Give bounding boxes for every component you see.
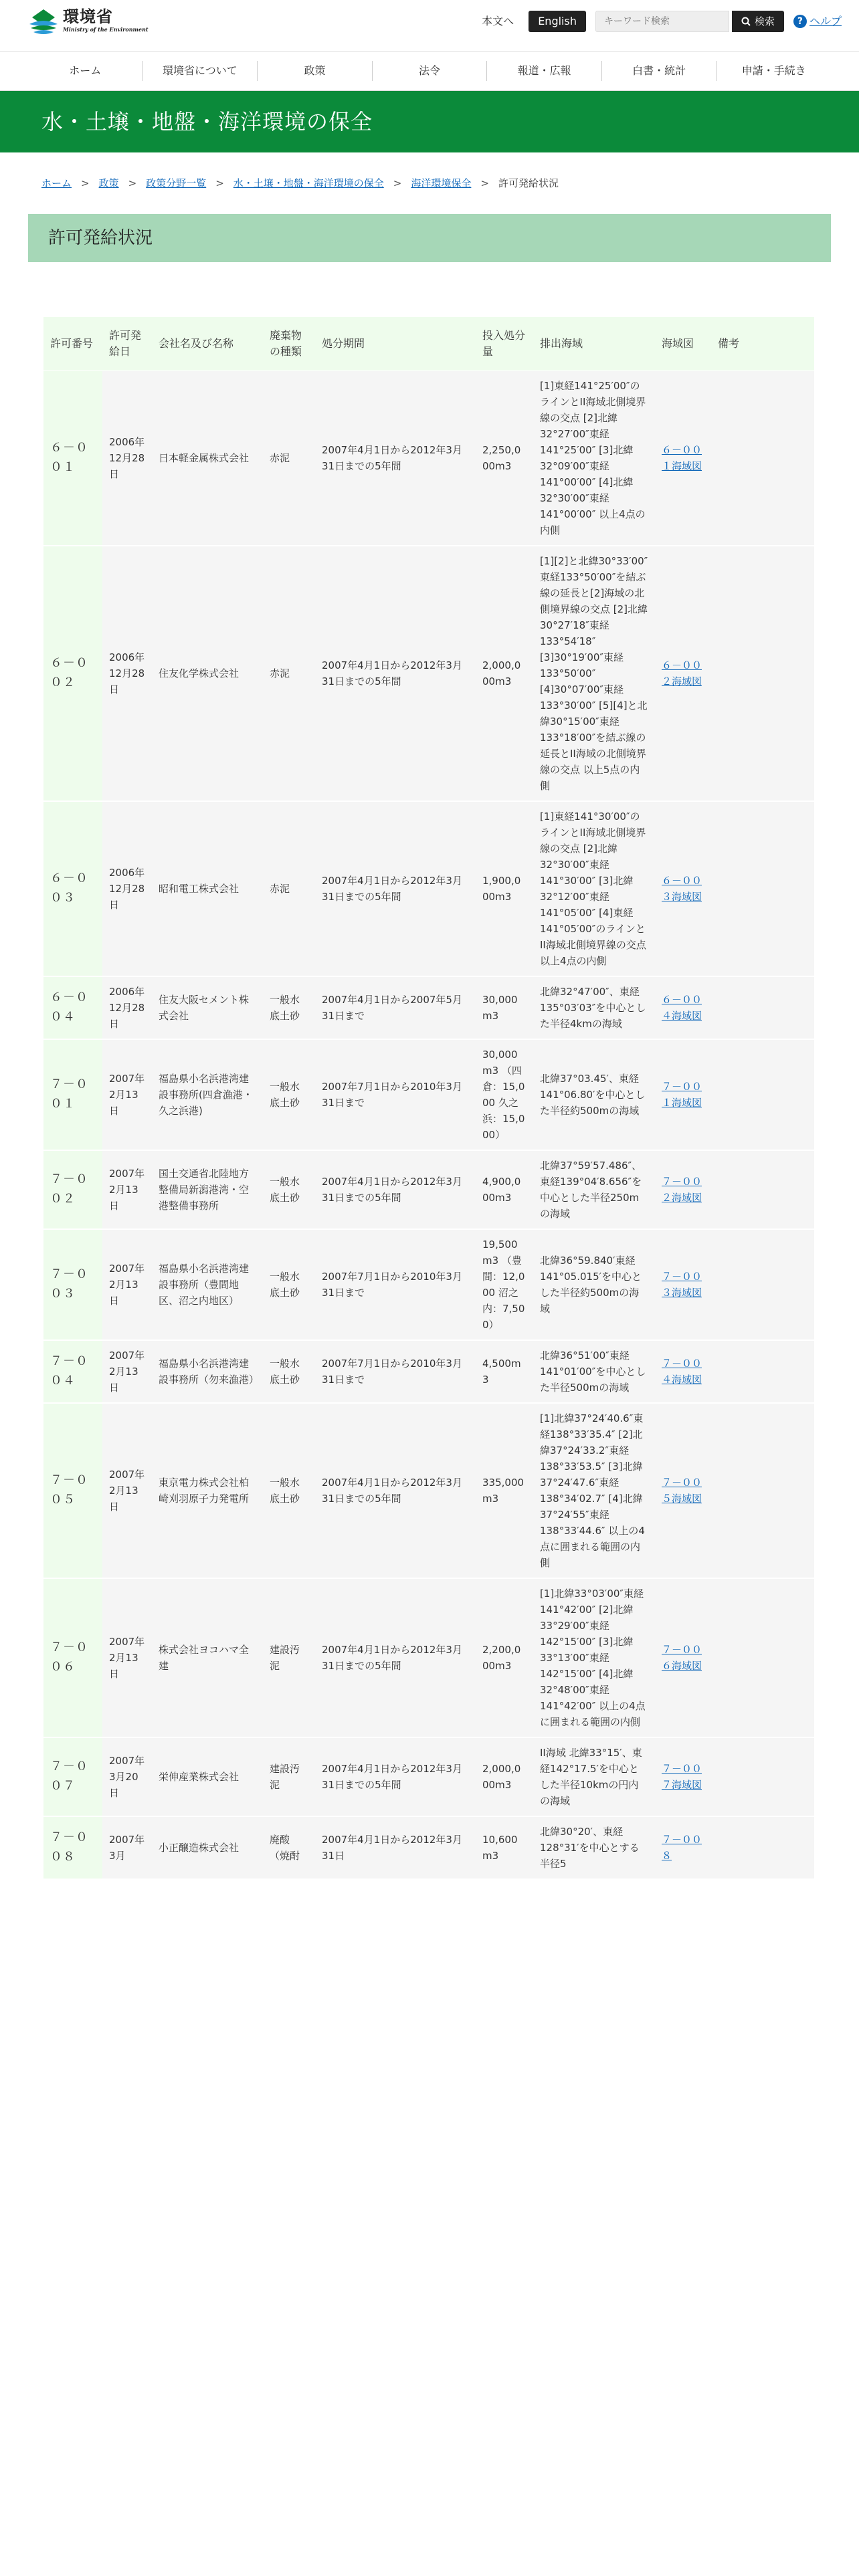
cell-permit-no: ７－００４ <box>43 1340 102 1403</box>
th-map: 海域図 <box>655 317 711 371</box>
table-row <box>43 371 814 546</box>
cell-note <box>711 1039 814 1150</box>
cell-waste-type: 赤泥 <box>263 801 315 976</box>
cell-company: 東京電力株式会社柏崎刈羽原子力発電所 <box>152 1403 263 1578</box>
nav-item-application[interactable]: 申請・手続き <box>716 61 831 81</box>
search-icon <box>741 17 751 26</box>
table-row <box>43 546 814 801</box>
cell-issue-date: 2006年12月28日 <box>102 546 152 801</box>
cell-amount: 2,000,000m3 <box>476 546 533 801</box>
table-row <box>43 1816 814 1879</box>
cell-amount: 1,900,000m3 <box>476 801 533 976</box>
cell-amount: 10,600m3 <box>476 1816 533 1879</box>
cell-period: 2007年4月1日から2012年3月31日までの5年間 <box>315 546 476 801</box>
cell-map <box>655 1403 711 1578</box>
cell-amount: 4,900,000m3 <box>476 1150 533 1229</box>
cell-note <box>711 1340 814 1403</box>
cell-company: 住友大阪セメント株式会社 <box>152 976 263 1039</box>
cell-issue-date: 2007年2月13日 <box>102 1340 152 1403</box>
table-row <box>43 976 814 1039</box>
cell-company: 日本軽金属株式会社 <box>152 371 263 546</box>
cell-note <box>711 1229 814 1340</box>
cell-waste-type: 一般水底土砂 <box>263 976 315 1039</box>
map-link[interactable]: ７－００６海域図 <box>662 1644 702 1672</box>
logo-subtitle: Ministry of the Environment <box>63 26 149 33</box>
table-row <box>43 801 814 976</box>
help-label[interactable]: ヘルプ <box>809 15 842 27</box>
cell-map <box>655 1578 711 1737</box>
cell-issue-date: 2007年2月13日 <box>102 1039 152 1150</box>
cell-permit-no: ６－００３ <box>43 801 102 976</box>
cell-map <box>655 1150 711 1229</box>
cell-area: [1]東経141°25′00″のラインとII海域北側境界線の交点 [2]北緯32°27′00″東経141°25′00″ [3]北緯32°09′00″東経141°00′00″ [4]北緯32°30′00″東経141°00′00″ 以上4点の内側 <box>533 371 655 546</box>
cell-waste-type: 一般水底土砂 <box>263 1403 315 1578</box>
cell-note <box>711 1578 814 1737</box>
cell-area: [1]北緯33°03′00″東経141°42′00″ [2]北緯33°29′00″東経142°15′00″ [3]北緯33°13′00″東経142°15′00″ [4]北緯32°48′00″東経141°42′00″ 以上の4点に囲まれる範囲の内側 <box>533 1578 655 1737</box>
breadcrumb-water-env[interactable]: 水・土壌・地盤・海洋環境の保全 <box>233 177 384 189</box>
cell-note <box>711 976 814 1039</box>
breadcrumb-home[interactable]: ホーム <box>41 177 72 189</box>
cell-area: 北緯36°51′00″東経141°01′00″を中心とした半径500mの海域 <box>533 1340 655 1403</box>
cell-map <box>655 371 711 546</box>
site-logo[interactable] <box>27 8 149 39</box>
map-link[interactable]: ６－００２海域図 <box>662 659 702 687</box>
cell-permit-no: ７－００５ <box>43 1403 102 1578</box>
cell-amount: 19,500m3 （豊間：12,000 沼之内：7,500） <box>476 1229 533 1340</box>
cell-area: 北緯30°20′、東経128°31′を中心とする半径5 <box>533 1816 655 1879</box>
cell-issue-date: 2006年12月28日 <box>102 371 152 546</box>
cell-issue-date: 2006年12月28日 <box>102 976 152 1039</box>
cell-company: 福島県小名浜港湾建設事務所（豊間地区、沼之内地区） <box>152 1229 263 1340</box>
nav-item-press[interactable]: 報道・広報 <box>486 61 601 81</box>
cell-area: [1]東経141°30′00″のラインとII海域北側境界線の交点 [2]北緯32°30′00″東経141°30′00″ [3]北緯32°12′00″東経141°05′00″ [4]東経141°05′00″のラインとII海域北側境界線の交点 以上4点の内側 <box>533 801 655 976</box>
cell-permit-no: ７－００８ <box>43 1816 102 1879</box>
cell-period: 2007年4月1日から2012年3月31日 <box>315 1816 476 1879</box>
map-link[interactable]: ７－００２海域図 <box>662 1176 702 1204</box>
th-note: 備考 <box>711 317 814 371</box>
cell-amount: 30,000m3 （四倉：15,000 久之浜：15,000） <box>476 1039 533 1150</box>
cell-period: 2007年4月1日から2012年3月31日までの5年間 <box>315 1403 476 1578</box>
th-area: 排出海域 <box>533 317 655 371</box>
cell-waste-type: 建設汚泥 <box>263 1578 315 1737</box>
map-link[interactable]: ６－００４海域図 <box>662 994 702 1022</box>
table-row <box>43 1403 814 1578</box>
cell-company: 福島県小名浜港湾建設事務所(四倉漁港・久之浜港) <box>152 1039 263 1150</box>
cell-issue-date: 2007年2月13日 <box>102 1578 152 1737</box>
cell-company: 住友化学株式会社 <box>152 546 263 801</box>
permit-table-wrapper <box>43 317 814 1880</box>
th-permit-no: 許可番号 <box>43 317 102 371</box>
cell-company: 福島県小名浜港湾建設事務所（勿来漁港） <box>152 1340 263 1403</box>
cell-issue-date: 2007年3月20日 <box>102 1737 152 1816</box>
table-row <box>43 1039 814 1150</box>
map-link[interactable]: ７－００１海域図 <box>662 1081 702 1109</box>
cell-waste-type: 赤泥 <box>263 546 315 801</box>
table-row <box>43 1150 814 1229</box>
cell-waste-type: 赤泥 <box>263 371 315 546</box>
cell-note <box>711 371 814 546</box>
map-link[interactable]: ７－００５海域図 <box>662 1477 702 1505</box>
cell-map <box>655 1816 711 1879</box>
cell-amount: 335,000m3 <box>476 1403 533 1578</box>
cell-issue-date: 2007年2月13日 <box>102 1403 152 1578</box>
cell-period: 2007年4月1日から2012年3月31日までの5年間 <box>315 801 476 976</box>
help-link[interactable] <box>793 13 842 29</box>
cell-period: 2007年4月1日から2012年3月31日までの5年間 <box>315 1737 476 1816</box>
global-nav <box>0 51 859 91</box>
header-tools <box>482 11 842 32</box>
cell-area: [1]北緯37°24′40.6″東経138°33′35.4″ [2]北緯37°24′33.2″東経138°33′53.5″ [3]北緯37°24′47.6″東経138°34′02.7″ [4]北緯37°24′55″東経138°33′44.6″ 以上の4点に囲まれる範囲の内側 <box>533 1403 655 1578</box>
table-header-row <box>43 317 814 371</box>
site-header <box>0 0 859 51</box>
cell-issue-date: 2007年3月 <box>102 1816 152 1879</box>
cell-amount: 2,200,000m3 <box>476 1578 533 1737</box>
cell-company: 昭和電工株式会社 <box>152 801 263 976</box>
cell-waste-type: 一般水底土砂 <box>263 1340 315 1403</box>
cell-note <box>711 546 814 801</box>
nav-item-about[interactable]: 環境省について <box>142 61 258 81</box>
cell-area: 北緯36°59.840′東経141°05.015′を中心とした半径約500mの海域 <box>533 1229 655 1340</box>
breadcrumb-policy[interactable]: 政策 <box>98 177 119 189</box>
nav-item-law[interactable]: 法令 <box>372 61 487 81</box>
cell-area: II海域 北緯33°15′、東経142°17.5′を中心とした半径10kmの円内の海域 <box>533 1737 655 1816</box>
cell-permit-no: ７－００２ <box>43 1150 102 1229</box>
map-link[interactable]: ６－００３海域図 <box>662 875 702 903</box>
cell-permit-no: ７－００１ <box>43 1039 102 1150</box>
cell-area: 北緯32°47′00″、東経135°03′03″を中心とした半径4kmの海域 <box>533 976 655 1039</box>
cell-period: 2007年4月1日から2007年5月31日まで <box>315 976 476 1039</box>
th-amount: 投入処分量 <box>476 317 533 371</box>
cell-map <box>655 976 711 1039</box>
breadcrumb-policy-list[interactable]: 政策分野一覧 <box>146 177 207 189</box>
cell-permit-no: ７－００７ <box>43 1737 102 1816</box>
cell-permit-no: ７－００３ <box>43 1229 102 1340</box>
th-company: 会社名及び名称 <box>152 317 263 371</box>
cell-issue-date: 2007年2月13日 <box>102 1150 152 1229</box>
cell-waste-type: 廃酸（焼酎 <box>263 1816 315 1879</box>
cell-permit-no: ６－００１ <box>43 371 102 546</box>
cell-period: 2007年7月1日から2010年3月31日まで <box>315 1340 476 1403</box>
cell-amount: 4,500m3 <box>476 1340 533 1403</box>
search-button-label: 検索 <box>754 15 775 27</box>
cell-area: 北緯37°03.45′、東経141°06.80′を中心とした半径約500mの海域 <box>533 1039 655 1150</box>
cell-period: 2007年4月1日から2012年3月31日までの5年間 <box>315 1578 476 1737</box>
cell-waste-type: 一般水底土砂 <box>263 1039 315 1150</box>
th-issue-date: 許可発給日 <box>102 317 152 371</box>
nav-item-whitepaper[interactable]: 白書・統計 <box>601 61 717 81</box>
cell-amount: 2,000,000m3 <box>476 1737 533 1816</box>
cell-company: 小正醸造株式会社 <box>152 1816 263 1879</box>
table-row <box>43 1737 814 1816</box>
cell-period: 2007年4月1日から2012年3月31日までの5年間 <box>315 1150 476 1229</box>
section-heading <box>28 214 831 262</box>
page-banner <box>0 91 859 152</box>
cell-company: 国土交通省北陸地方整備局新潟港湾・空港整備事務所 <box>152 1150 263 1229</box>
map-link[interactable]: ６－００１海域図 <box>662 444 702 472</box>
section-title: 許可発給状況 <box>48 227 153 248</box>
search-button[interactable] <box>732 11 784 32</box>
cell-company: 栄伸産業株式会社 <box>152 1737 263 1816</box>
cell-map <box>655 1340 711 1403</box>
permit-table <box>43 317 814 1880</box>
breadcrumb-current: 許可発給状況 <box>498 177 559 189</box>
cell-issue-date: 2007年2月13日 <box>102 1229 152 1340</box>
cell-map <box>655 546 711 801</box>
cell-permit-no: ７－００６ <box>43 1578 102 1737</box>
cell-map <box>655 1737 711 1816</box>
skip-to-content-link[interactable]: 本文へ <box>482 15 514 27</box>
logo-mark-icon <box>27 8 60 39</box>
map-link[interactable]: ７－００７海域図 <box>662 1763 702 1791</box>
th-waste-type: 廃棄物の種類 <box>263 317 315 371</box>
th-period: 処分期間 <box>315 317 476 371</box>
map-link[interactable]: ７－００３海域図 <box>662 1271 702 1299</box>
cell-company: 株式会社ヨコハマ全建 <box>152 1578 263 1737</box>
cell-permit-no: ６－００２ <box>43 546 102 801</box>
breadcrumb: ホーム > 政策 > 政策分野一覧 > 水・土壌・地盤・海洋環境の保全 > 海洋環境保全 > 許可発給状況 <box>0 152 859 214</box>
english-button[interactable]: English <box>529 11 586 32</box>
cell-area: [1][2]と北緯30°33′00″東経133°50′00″を結ぶ線の延長と[2]海域の北側境界線の交点 [2]北緯30°27′18″東経133°54′18″ [3]30°19′00″東経133°50′00″ [4]30°07′00″東経133°30′00″ [5][4]と北緯30°15′00″東経133°18′00″を結ぶ線の延長とII海域の北側境界線の交点 以上5点の内側 <box>533 546 655 801</box>
search-input[interactable] <box>595 11 729 32</box>
nav-item-home[interactable]: ホーム <box>69 64 102 77</box>
cell-amount: 2,250,000m3 <box>476 371 533 546</box>
cell-issue-date: 2006年12月28日 <box>102 801 152 976</box>
cell-waste-type: 一般水底土砂 <box>263 1229 315 1340</box>
table-row <box>43 1578 814 1737</box>
cell-note <box>711 1150 814 1229</box>
cell-period: 2007年7月1日から2010年3月31日まで <box>315 1039 476 1150</box>
cell-period: 2007年4月1日から2012年3月31日までの5年間 <box>315 371 476 546</box>
cell-note <box>711 1816 814 1879</box>
cell-note <box>711 801 814 976</box>
cell-area: 北緯37°59′57.486″、東経139°04′8.656″を中心とした半径250mの海域 <box>533 1150 655 1229</box>
table-row <box>43 1229 814 1340</box>
cell-note <box>711 1403 814 1578</box>
cell-period: 2007年7月1日から2010年3月31日まで <box>315 1229 476 1340</box>
nav-item-policy[interactable]: 政策 <box>257 61 372 81</box>
help-icon: ? <box>793 15 807 28</box>
map-link[interactable]: ７－００８ <box>662 1834 702 1862</box>
page-title: 水・土壌・地盤・海洋環境の保全 <box>41 109 373 134</box>
cell-map <box>655 1039 711 1150</box>
cell-waste-type: 一般水底土砂 <box>263 1150 315 1229</box>
breadcrumb-marine-env[interactable]: 海洋環境保全 <box>411 177 472 189</box>
logo-title: 環境省 <box>63 7 113 26</box>
cell-map <box>655 801 711 976</box>
cell-permit-no: ６－００４ <box>43 976 102 1039</box>
cell-amount: 30,000m3 <box>476 976 533 1039</box>
cell-note <box>711 1737 814 1816</box>
cell-map <box>655 1229 711 1340</box>
map-link[interactable]: ７－００４海域図 <box>662 1358 702 1386</box>
table-row <box>43 1340 814 1403</box>
cell-waste-type: 建設汚泥 <box>263 1737 315 1816</box>
